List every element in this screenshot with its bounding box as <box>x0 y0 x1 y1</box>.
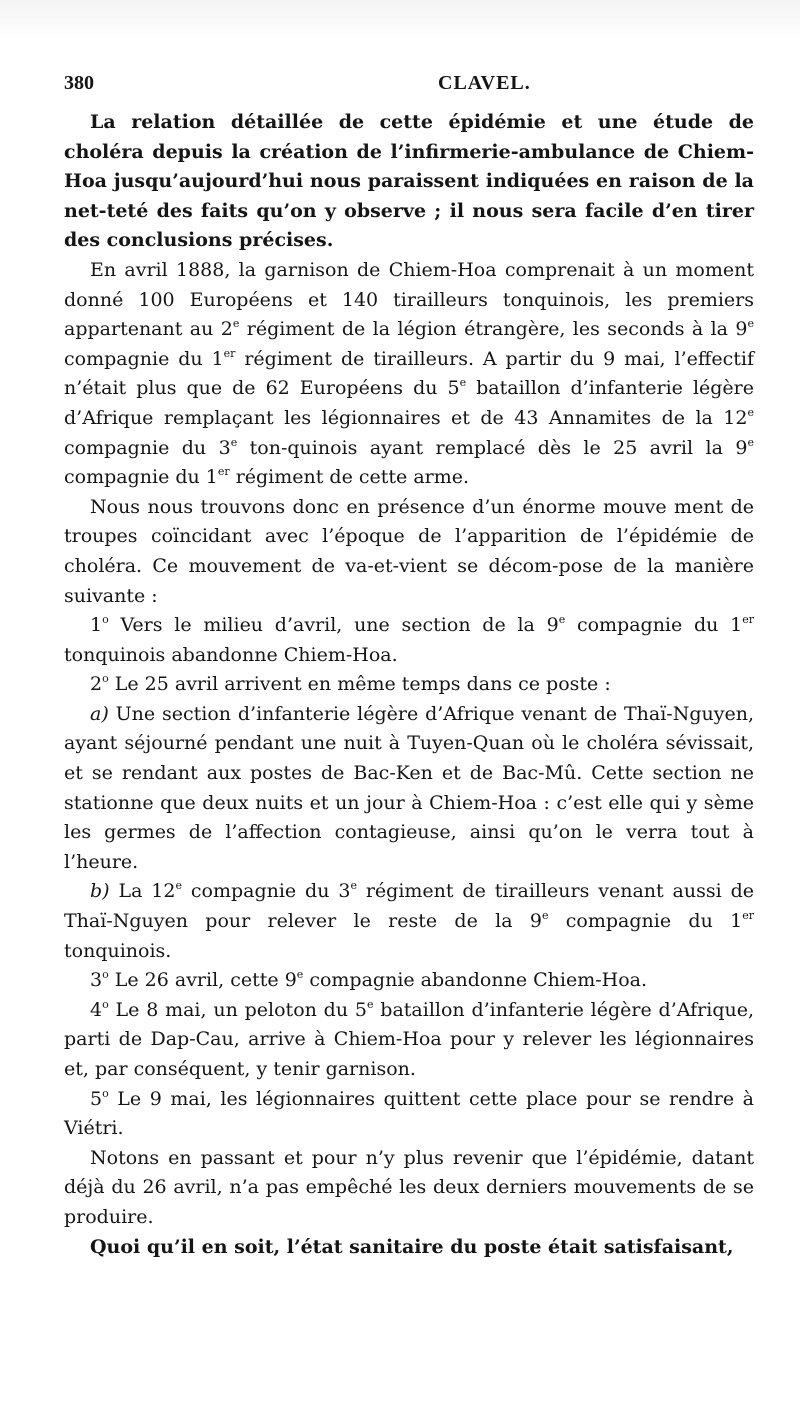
list-item-3: 3$^o$ Le 26 avril, cette 9e compagnie abandonne Chiem-Hoa. <box>90 968 648 992</box>
paragraph-conclusion: Quoi qu’il en soit, l’état sanitaire du poste était satisfaisant, <box>90 1235 734 1258</box>
paragraph-garrison: En avril 1888, la garnison de Chiem-Hoa comprenait à un moment donné 100 Européens et 140 tirailleurs tonquinois, les premiers appartenant au 2e régiment de la légion étrangère, les seconds à la 9e compagnie du 1er régiment de tirailleurs. A partir du 9 mai, l’effectif n’était plus que de 62 Européens du 5e bataillon d’infanterie légère d’Afrique remplaçant les légionnaires et de 43 Annamites de la 12e compagnie du 3e ton-quinois ayant remplacé dès le 25 avril la 9e compagnie du 1er régiment de cette arme. <box>64 258 755 489</box>
list-item-1: 1$^o$ Vers le milieu d’avril, une section de la 9e compagnie du 1er tonquinois abandonne Chiem-Hoa. <box>64 613 755 666</box>
running-title: CLAVEL. <box>438 72 531 94</box>
paragraph-troop-movement: Nous nous trouvons donc en présence d’un énorme mouve ment de troupes coïncidant avec l’époque de l’apparition de l’épidémie de choléra. Ce mouvement de va-et-vient se décom-pose de la manière suivante : <box>64 495 754 607</box>
paragraph-intro: La relation détaillée de cette épidémie et une étude de choléra depuis la création de l’infirmerie-ambulance de Chiem-Hoa jusqu’aujourd’hui nous paraissent indiquées en raison de la net-teté des faits qu’on y observe ; il nous sera facile d’en tirer des conclusions précises. <box>64 111 754 252</box>
list-subitem-a: a) Une section d’infanterie légère d’Afrique venant de Thaï-Nguyen, ayant séjourné pendant une nuit à Tuyen-Quan où le choléra sévissait, et se rendant aux postes de Bac-Ken et de Bac-Mû. Cette section ne stationne que deux nuits et un jour à Chiem-Hoa : c’est elle qui y sème les germes de l’affection contagieuse, ainsi qu’on le verra tout à l’heure. <box>64 702 754 873</box>
list-item-5: 5$^o$ Le 9 mai, les légionnaires quittent cette place pour se rendre à Viétri. <box>64 1086 754 1140</box>
body-text <box>64 108 754 1262</box>
page-header <box>64 72 754 100</box>
list-item-2: 2$^o$ Le 25 avril arrivent en même temps dans ce poste : <box>90 672 611 696</box>
paragraph-note: Notons en passant et pour n’y plus revenir que l’épidémie, datant déjà du 26 avril, n’a pas empêché les deux derniers mouvements de se produire. <box>64 1146 754 1228</box>
page-number: 380 <box>64 72 94 94</box>
list-item-4: 4$^o$ Le 8 mai, un peloton du 5e bataillon d’infanterie légère d’Afrique, parti de Dap-Cau, arrive à Chiem-Hoa pour y relever les légionnaires et, par conséquent, y tenir garnison. <box>64 997 754 1080</box>
list-subitem-b: b) La 12e compagnie du 3e régiment de tirailleurs venant aussi de Thaï-Nguyen pour relever le reste de la 9e compagnie du 1er tonquinois. <box>64 879 754 962</box>
